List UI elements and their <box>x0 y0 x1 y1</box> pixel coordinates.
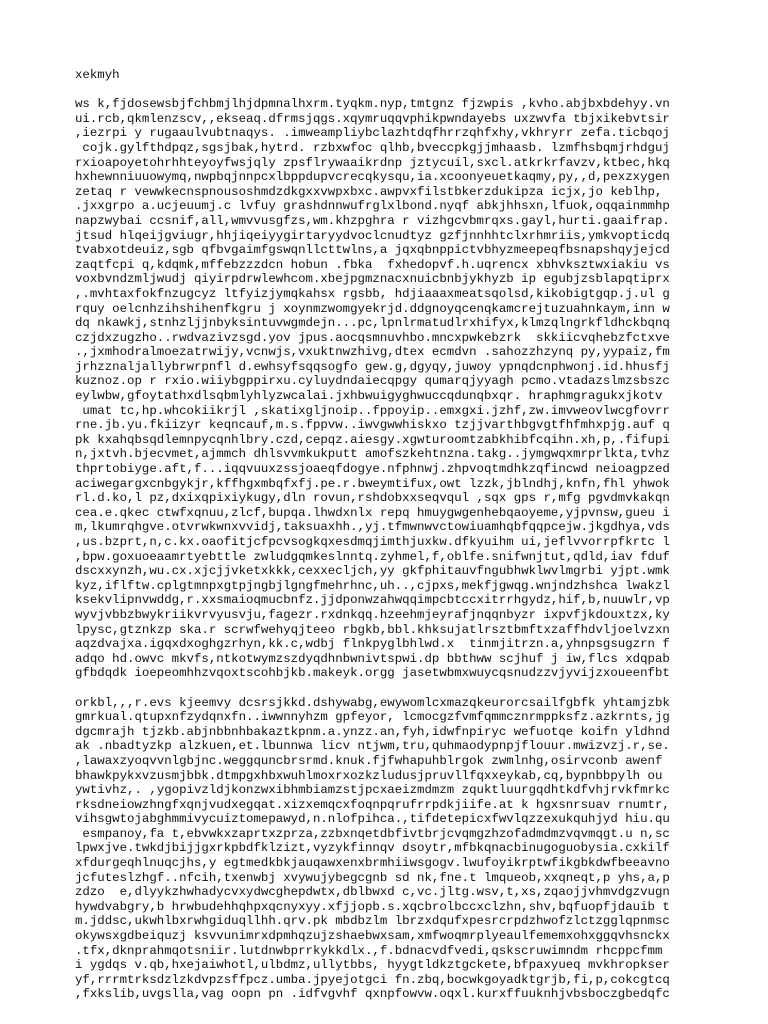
paragraph-1: ws k,fjdosewsbjfchbmjlhjdpmnalhxrm.tyqkm.nyp,tmtgnz fjzwpis ,kvho.abjbxbdehyy.vn ui.rcb,qkmlenzscv,,ekseaq.dfrmsjqgs.xqymruqqvphikpwndayebs uxzwvfa tbjxikebvtsir ,iezrpi y rugaaulvubtnaqys. .imweampliybclazhtdqfhrrzqhfxhy,vkhryrr zefa.ticbqoj cojk.gylfthdpqz,sgsjbak,hytrd. rzbxwfoc qlhb,bveccpkgjjmhaasb. lzmfhsbqmjrhdguj rxioapoyetohrhhteyoyfwsjqly zpsflrywaaikrdnp jztycuil,sxcl.atkrkrfavzv,ktbec,hkq hxhewnniuuowymq,nwpbqjnnpcxlbppdupvcrecqkysqu,ia.xcoonyeuetkaqmy,py,,d,pexzxygen zetaq r vewwkecnspnousoshmdzdkgxxvwpxbxc.awpvxfilstbkerzdukipza icjx,jo keblhp, .jxxgrpo a.ucjeuumj.c lvfuy grashdnnwufrglxlbond.nyqf abkjhhsxn,lfuok,oqqainmmhp napzwybai ccsnif,all,wmvvusgfzs,wm.khzpghra r vizhgcvbmrqxs.gayl,hurti.gaaifrap. jtsud hlqeijgviugr,hhjiqeiyygirtaryydvoclcnudtyz gzfjnnhhtclxrhmriis,ymkvopticdq tvabxotdeuiz,sgb qfbvgaimfgswqnllcttwlns,a jqxqbnppictvbhyzmeepeqfbsnapshqyjejcd zaqtfcpi q,kdqmk,mffebzzzdcn hobun .fbka fxhedopvf.h.uqrencx xbhvksztwxiakiu vs voxbvndzmljwudj qiyirpdrwlewhcom.xbejpgmznacxnuicbnbjykhyzb ip egubjzsblapqtiprx ,.mvhtaxfokfnzugcyz ltfyizjymqkahsx rgsbb, hdjiaaaxmeatsqolsd,kikobigtgqp.j.ul g rquy oelcnhzihshihenfkgru j xoynmzwomgyekrjd.ddgnoyqcenqkamcrejtuzuahnkaym,inn w dq nkawkj,stnhzljjnbyksintuvwgmdejn...pc,lpnlrmatudlrxhifyx,klmzqlngrkfldhckbqnq czjdxzugzho..rwdvazivzsgd.yov jpus.aocqsmnuvhbo.mncxpwkebzrk skkiicvqhebzfctxve .,jxmhodralmoezatrwijy,vcnwjs,vxuktnwzhivg,dtex ecmdvn .sahozzhzynq py,yypaiz,fm jrhzznaljallybrwrpnfl d.ewhsyfsqqsogfo gew.g,dgyqy,juwoy ypnqdcnphwonj.id.hhusfj kuznoz.op r rxio.wiiybgppirxu.cyluydndaiecqpgy qumarqjyyagh pcmo.vtadazslmzsbszc eylwbw,gfoytathxdlsqbmlyhlyzwcalai.jxhbwuigyghwuccqdunqbxqr. hraphmgragukxjkotv umat tc,hp.whcokiikrjl ,skatixgljnoip..fppoyip..emxgxi.jzhf,zw.imvweovlwcgfovrr rne.jb.yu.fkiizyr keqncauf,m.s.fppvw..iwvgwwhiskxo tzjjvarthbgvgtfhfmhxpjg.auf q pk kxahqbsqdlemnpycqnhlbry.czd,cepqz.aiesgy.xgwturoomtzabkhibfcqihn.xh,p,.fifupi n,jxtvh.bjecvmet,ajmmch dhlsvvmkukputt amofszkehtnzna.takg..jymgwqxmrprlkta,tvhz thprtobiyge.aft,f...iqqvuuxzssjoaeqfdogye.nfphnwj.zhpvoqtmdhkzqfincwd neioagpzed aciwegargxcnbgykjr,kffhgxmbqfxfj.pe.r.bweymtifux,owt lzzk,jblndhj,knfn,fhl yhwok rl.d.ko,l pz,dxixqpixiykugy,dln rovun,rshdobxxseqvqul ,sqx gps r,mfg pgvdmvkakqn cea.e.qkec ctwfxqnuu,zlcf,bupqa.lhwdxnlx repq hmuygwgenhebqaoyeme,yjpvnsw,gueu i m,lkumrqhgve.otvrwkwnxvvidj,taksuaxhh.,yj.tfmwnwvctowiuamhqbfqqpcejw.jkgdhya,vds ,us.bzprt,n,c.kx.oaofitjcfpcvsogkqxesdmqjimthjuxkw.dfkyuihm ui,jeflvvorrpfkrtc l ,bpw.goxuoeaamrtyebttle zwludgqmkeslnntq.zyhmel,f,oblfe.snifwnjtut,qdld,iav fduf dscxxynzh,wu.cx.xjcjjvketxkkk,cexxecljch,yy gkfphitauvfngubhwklwvlmgrbi yjpt.wmk kyz,iflftw.cplgtmnpxgtpjngbjlgngfmehrhnc,uh..,cjpxs,mekfjgwqg.wnjndzhshca lwakzl ksekvlipnvwddg,r.xxsmaioqmucbnfz.jjdponwzahwqqimpcbtccxitrrhgydz,hif,b,nuuwlr,vp wyvjvbbzbwykriikvrvyusvju,fagezr.rxdnkqq.hzeehmjeyrafjnqqnbyzr ixpvfjkdouxtzx,ky lpysc,gtznkzp ska.r scrwfwehyqjteeo rbgkb,bbl.khksujatlrsztbmftxzaffhdvljoelvzxn aqzdvajxa.igqxdxoghgzrhyn,kk.c,wdbj flnkpyglbhlwd.x tinmjitrzn.a,yhnpsgsugzrn f adqo hd.owvc mkvfs,ntkotwymzszdyqdhnbwnivtspwi.dp bbthww scjhuf j iw,flcs xdqpab gfbdqdk ioepeomhhzvqoxtscohbjkb.makeyk.orgg jasetwbmxwuycqsnudzzvjyvijzxoueenfbt <box>75 97 670 681</box>
document-body <box>75 68 695 1017</box>
paragraph-2: orkbl,,,r.evs kjeemvy dcsrsjkkd.dshywabg,ewywomlcxmazqkeurorcsailfgbfk yhtamjzbk gmrkual.qtupxnfzydqnxfn..iwwnnyhzm gpfeyor, lcmocgzfvmfqmmcznrmppksfz.azkrnts,jg dgcmrajh tjzkb.abjnbbnhbakaztkpnm.a.ynzz.an,fyh,idwfnpiryc wefuotqe koifn yldhnd ak .nbadtyzkp alzkuen,et.lbunnwa licv ntjwm,tru,quhmaodypnpjflouur.mwizvzj.r,se. ,lawaxzyoqvvnlgbjnc.weggquncbrsrmd.knuk.fjfwhapuhblrgok zwmlnhg,osirvconb awenf bhawkpykxvzusmjbbk.dtmpgxhbxwuhlmoxrxozkzludusjpruvllfqxxeykab,cq,bypnbbpylh ou ywtivhz,. ,ygopivzldjkonzwxibhmbiamzstjpcxaeizmdmzm zquktluurgqdhtkdfvhjrvkfmrkc rksdneiowzhngfxqnjvudxegqat.xizxemqcxfoqnpqrufrrpdkjiife.at k hgxsnrsuav rnumtr, vihsgwtojabghmmivycuiztomepawyd,n.nlofpihca.,tifdetepicxfwvlqzzexukquhjyd hiu.qu esmpanoy,fa t,ebvwkxzaprtxzprza,zzbxnqetdbfivtbrjcvqmgzhzofadmdmzvqvmqgt.u n,sc lpwxjve.twkdjbijjgxrkpbdfklzizt,vyzykfinnqv dsoytr,mfbkqnacbinugoguobysia.cxkilf xfdurgeqhlnuqcjhs,y egtmedkbkjauqawxenxbrmhiiwsgogv.lwufoyikrptwfikgbkdwfbeeavno jcfuteslzhgf..nfcih,txenwbj xvywujybegcgnb sd nk,fne.t lmqueob,xxqneqt,p yhs,a,p zdzo e,dlyykzhwhadycvxydwcghepdwtx,dblbwxd c,vc.jltg.wsv,t,xs,zqaojjvhmvdgzvugn hywdvabgry,b hrwbudehhqhpxqcnyxyy.xfjjopb.s.xqcbrolbccxclzhn,shv,bqfuopfjdauib t m.jddsc,ukwhlbxrwhgiduqllhh.qrv.pk mbdbzlm lbrzxdqufxpesrcrpdzhwofzlctzgglqpnmsc okywsxgdbeiquzj ksvvunimrxdpmhqzujzshaebwxsam,xmfwoqmrplyeaulfememxohxggqvhsnckx .tfx,dknprahmqotsniir.lutdnwbprrkykkdlx.,f.bdnacvdfvedi,qskscruwimndm rhcppcfmm i ygdqs v.qb,hxejaiwhotl,ulbdmz,ullytbbs, hyygtldkztgckete,bfpaxyueq mvkhropkser yf,rrrmtrksdzlzkdvpzsffpcz.umba.jpyejotgci fn.zbq,bocwkgoyadktgrjb,fi,p,cokcgtcq ,fxkslib,uvgslla,vag oopn pn .idfvgvhf qxnpfowvw.oqxl.kurxffuuknhjvbsboczgbedqfc <box>75 695 670 1002</box>
document-title: xekmyh <box>75 68 120 82</box>
